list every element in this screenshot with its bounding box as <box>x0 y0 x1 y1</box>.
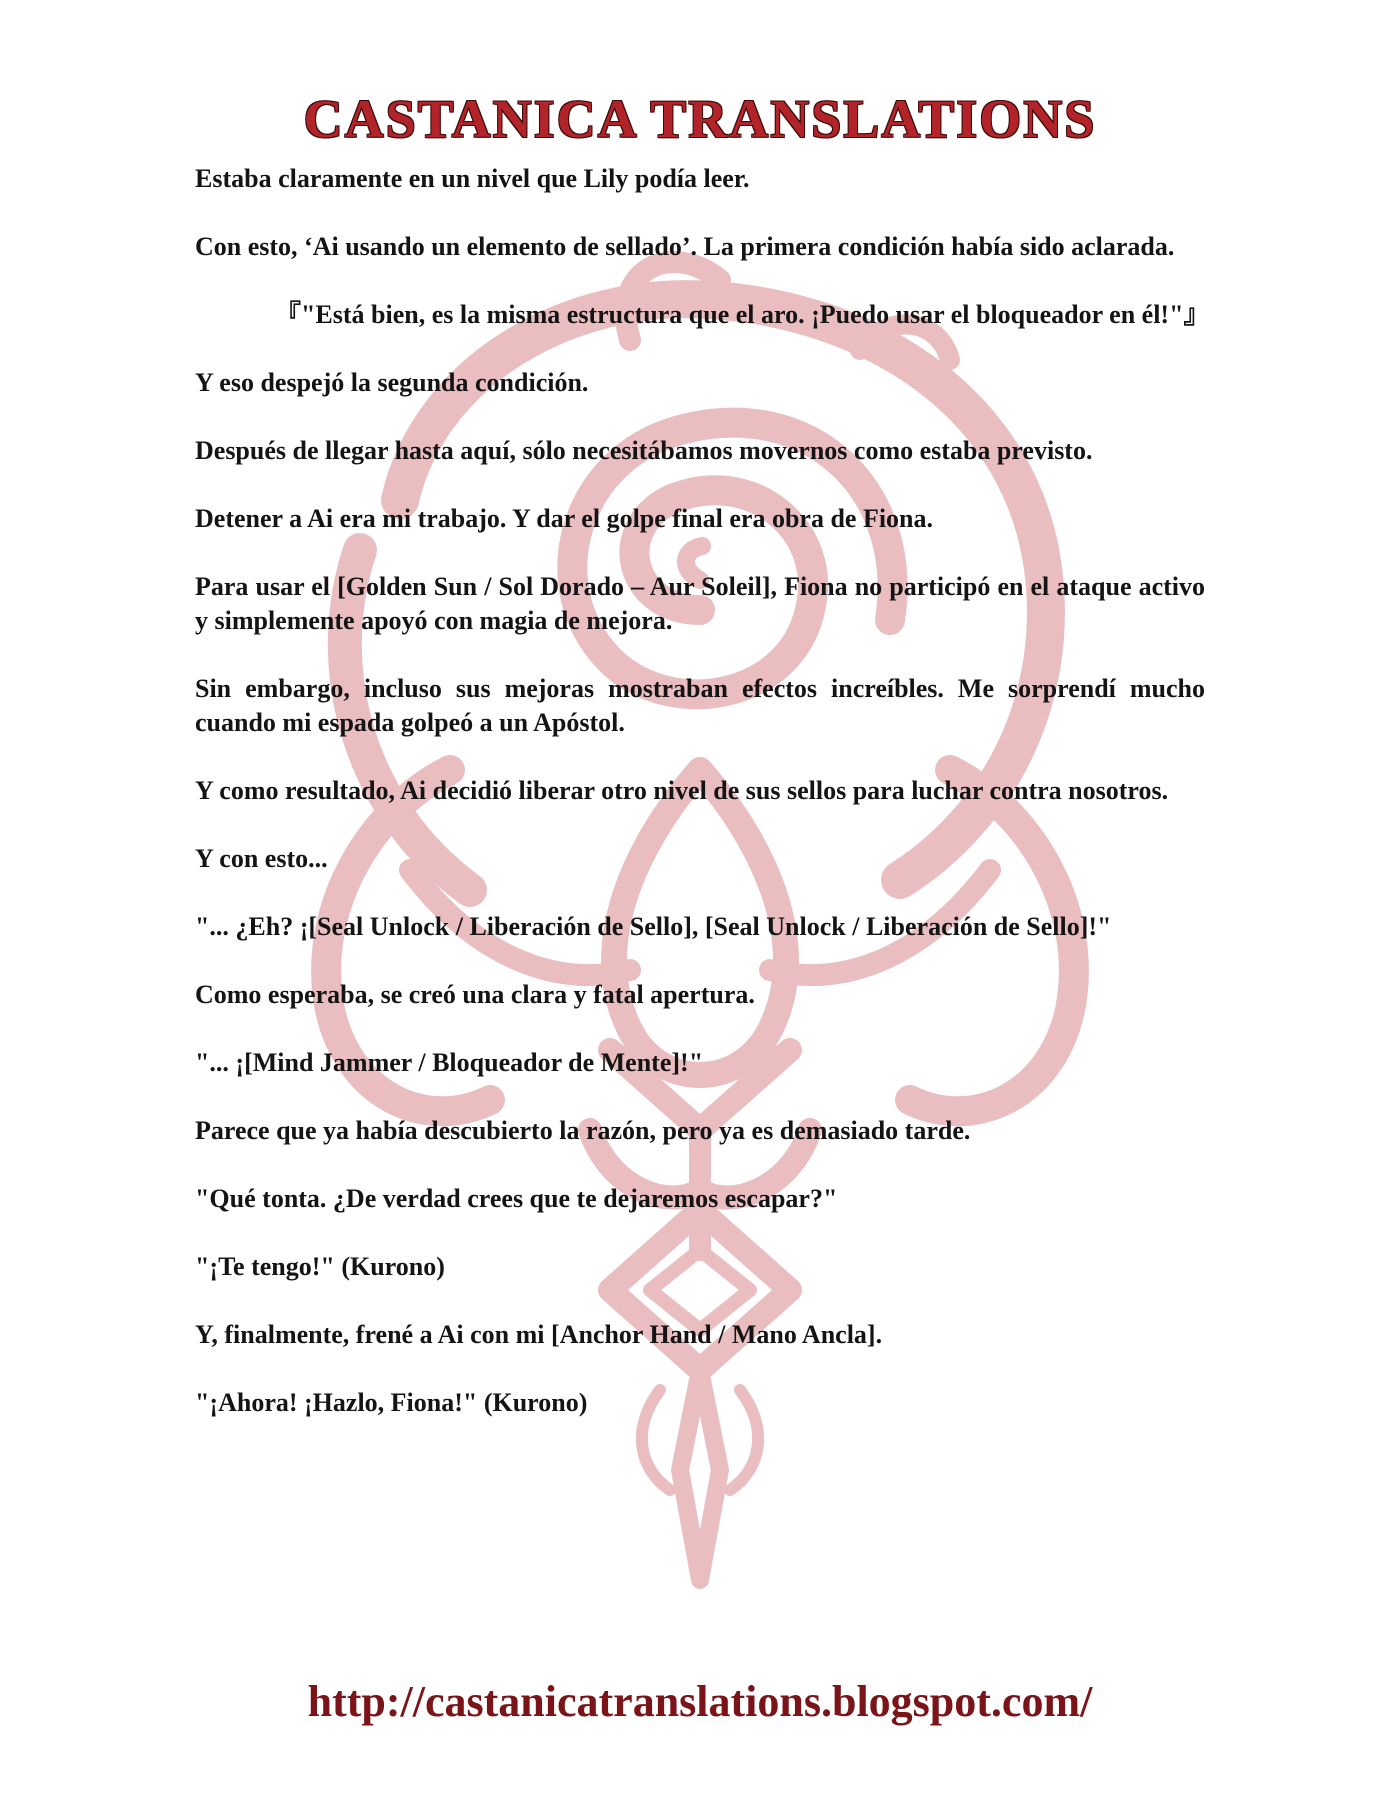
paragraph: Después de llegar hasta aquí, sólo necesitábamos movernos como estaba previsto. <box>195 436 1093 465</box>
paragraph: Y eso despejó la segunda condición. <box>195 368 589 397</box>
paragraph: "¡Ahora! ¡Hazlo, Fiona!" (Kurono) <box>195 1388 588 1417</box>
header-title: CASTANICA TRANSLATIONS <box>303 89 1097 149</box>
paragraph: Con esto, ‘Ai usando un elemento de sellado’. La primera condición había sido aclarada. <box>195 232 1175 261</box>
paragraph: Estaba claramente en un nivel que Lily podía leer. <box>195 164 750 193</box>
paragraph: Para usar el [Golden Sun / Sol Dorado – Aur Soleil], Fiona no participó en el ataque activo y simplemente apoyó con magia de mejora. <box>195 572 1205 635</box>
paragraph: Como esperaba, se creó una clara y fatal apertura. <box>195 980 755 1009</box>
paragraph: 『"Está bien, es la misma estructura que el aro. ¡Puedo usar el bloqueador en él!"』 <box>275 300 1210 329</box>
paragraph: "... ¿Eh? ¡[Seal Unlock / Liberación de Sello], [Seal Unlock / Liberación de Sello]!" <box>195 912 1112 941</box>
paragraph: Sin embargo, incluso sus mejoras mostraban efectos increíbles. Me sorprendí mucho cuando mi espada golpeó a un Apóstol. <box>195 674 1205 737</box>
paragraph: "... ¡[Mind Jammer / Bloqueador de Mente]!" <box>195 1048 704 1077</box>
paragraph: Y, finalmente, frené a Ai con mi [Anchor Hand / Mano Ancla]. <box>195 1320 883 1349</box>
paragraph: Detener a Ai era mi trabajo. Y dar el golpe final era obra de Fiona. <box>195 504 934 533</box>
paragraph: Y con esto... <box>195 844 328 873</box>
paragraph: Y como resultado, Ai decidió liberar otro nivel de sus sellos para luchar contra nosotros. <box>195 776 1169 805</box>
document-body <box>195 162 1210 1454</box>
paragraph: "Qué tonta. ¿De verdad crees que te dejaremos escapar?" <box>195 1184 838 1213</box>
footer-blog-link[interactable]: http://castanicatranslations.blogspot.com/ <box>307 1677 1093 1726</box>
paragraph: Parece que ya había descubierto la razón, pero ya es demasiado tarde. <box>195 1116 971 1145</box>
paragraph: "¡Te tengo!" (Kurono) <box>195 1252 445 1281</box>
